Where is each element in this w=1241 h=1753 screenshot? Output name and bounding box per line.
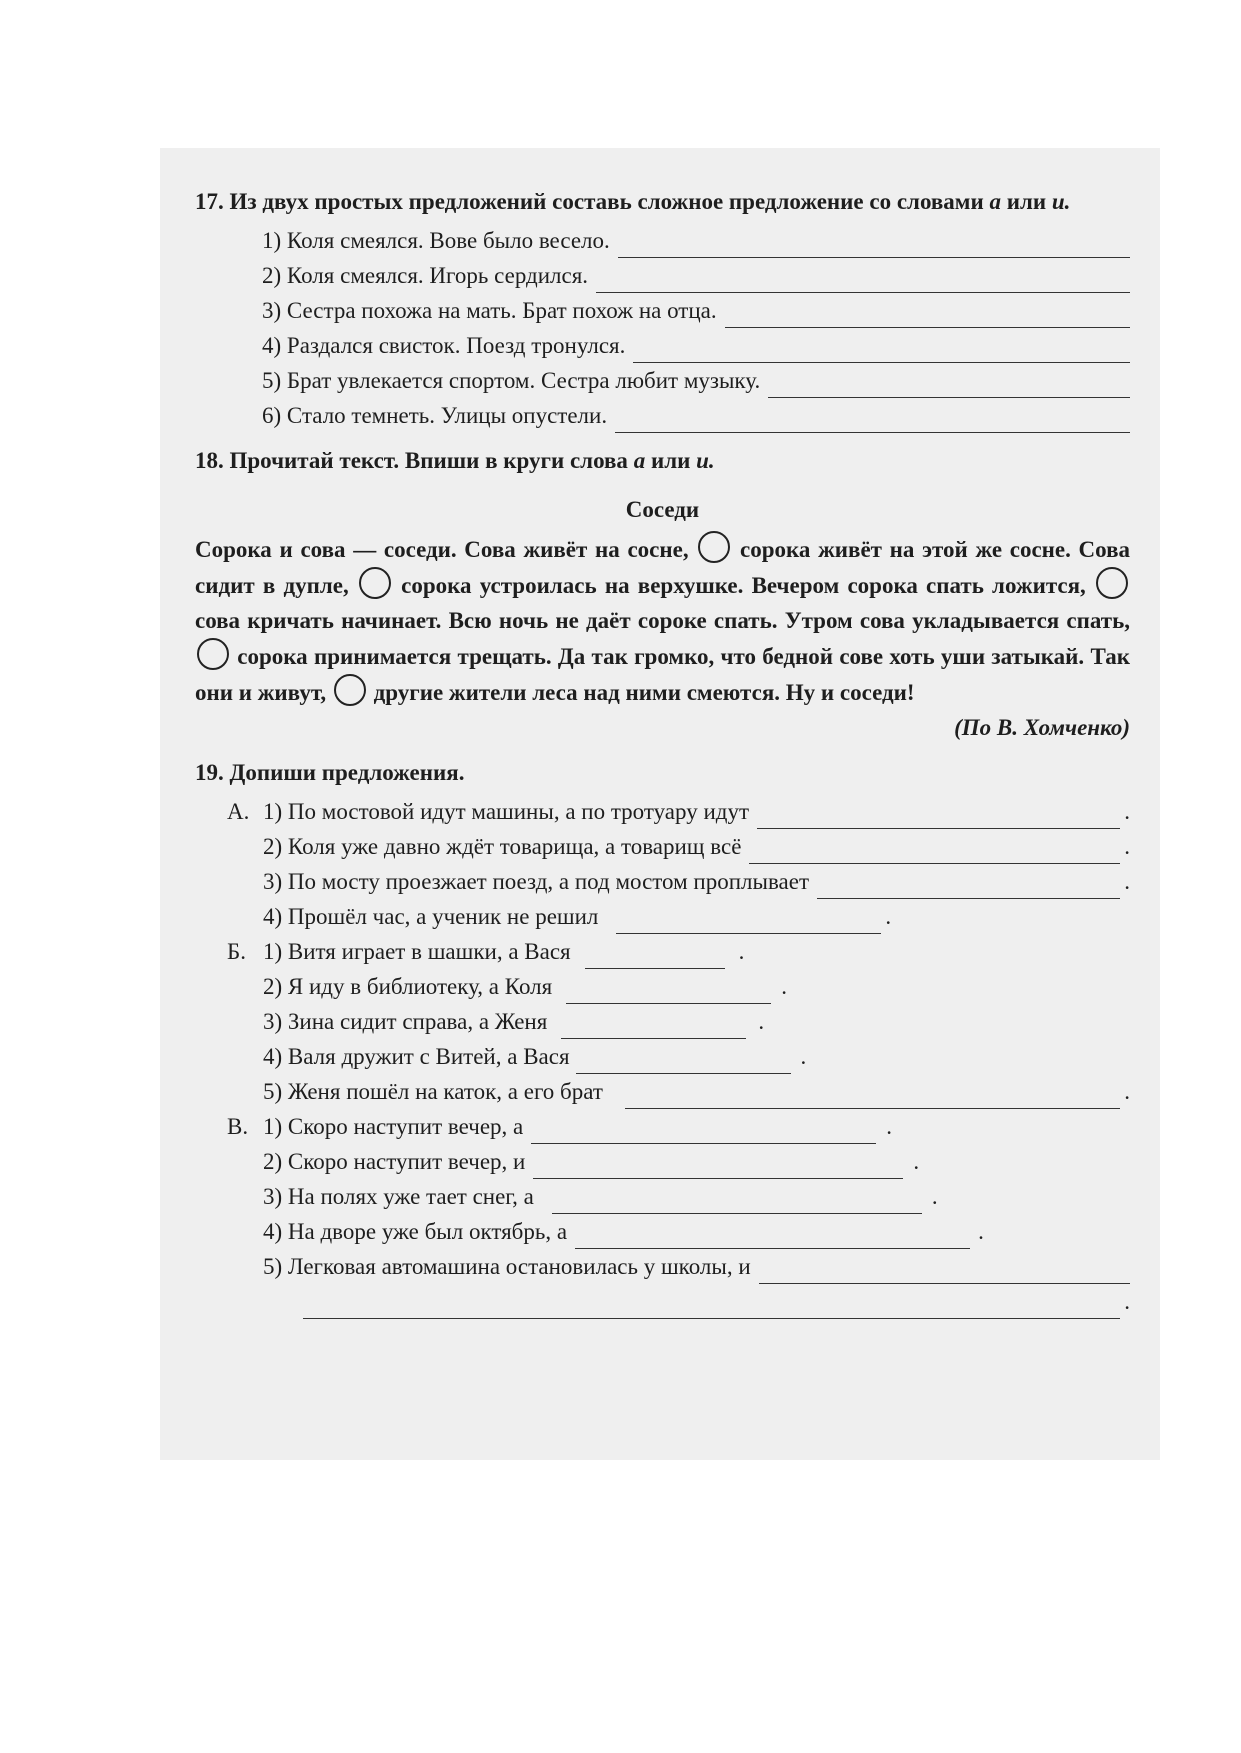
answer-circle[interactable] [1096,567,1128,599]
list-item: 5) Легковая автомашина остановилась у школы, и [227,1249,1130,1284]
answer-line[interactable] [633,340,1130,363]
task-18-header: 18. Прочитай текст. Впиши в круги слова а или и. [195,448,715,473]
story-author: (По В. Хомченко) [954,715,1130,740]
story-text: Сорока и сова — соседи. Сова живёт на сосне, сорока живёт на этой же сосне. Сова сидит в дупле, сорока устроилась на верхушке. Вечером сорока спать ложится, сова кричать начинает. Всю ночь не даёт сороке спать. Утром сова укладывается спать, сорока принимается трещать. Да так громко, что бедной сове хоть уши затыкай. Так они и живут, другие жители леса над ними смеются. Ну и соседи! [195,531,1130,710]
task-number: 17. [195,189,224,214]
task-19-group-b [195,934,1130,1109]
answer-circle[interactable] [197,638,229,670]
answer-line[interactable] [566,981,771,1004]
list-item: Б. 1) Витя играет в шашки, а Вася . [227,934,1130,969]
task-prompt: Прочитай текст. Впиши в круги слова [229,448,628,473]
list-item: 2) Скоро наступит вечер, и . [227,1144,1130,1179]
answer-line[interactable] [552,1191,922,1214]
answer-line[interactable] [531,1121,876,1144]
answer-line[interactable] [768,375,1130,398]
list-item: 4) На дворе уже был октябрь, а . [227,1214,1130,1249]
list-item: 5) Брат увлекается спортом. Сестра любит музыку. [262,363,1130,398]
answer-line[interactable] [757,806,1120,829]
list-item: . [227,1284,1130,1319]
list-item: 2) Коля смеялся. Игорь сердился. [262,258,1130,293]
task-19-header [195,755,1130,790]
story-title: Соседи [625,497,700,522]
task-19-group-v [195,1109,1130,1319]
task-prompt: Допиши предложения. [229,760,465,785]
list-item: 3) Сестра похожа на мать. Брат похож на отца. [262,293,1130,328]
task-17-items [195,223,1130,433]
task-17-header: 17. Из двух простых предложений составь сложное предложение со словами а или и. [195,189,1071,214]
list-item: 3) По мосту проезжает поезд, а под мостом проплывает . [227,864,1130,899]
answer-line[interactable] [303,1296,1120,1319]
answer-line[interactable] [561,1016,746,1039]
answer-line[interactable] [585,946,725,969]
answer-line[interactable] [616,911,881,934]
list-item: 2) Я иду в библиотеку, а Коля . [227,969,1130,1004]
answer-circle[interactable] [334,674,366,706]
answer-line[interactable] [725,305,1130,328]
list-item: 2) Коля уже давно ждёт товарища, а товарищ всё . [227,829,1130,864]
list-item: 4) Валя дружит с Витей, а Вася . [227,1039,1130,1074]
answer-line[interactable] [615,410,1130,433]
list-item: А. 1) По мостовой идут машины, а по тротуару идут . [227,794,1130,829]
list-item: В. 1) Скоро наступит вечер, а . [227,1109,1130,1144]
list-item: 3) На полях уже тает снег, а . [227,1179,1130,1214]
worksheet [195,184,1130,1319]
list-item: 1) Коля смеялся. Вове было весело. [262,223,1130,258]
task-number: 18. [195,448,224,473]
answer-line[interactable] [618,235,1130,258]
answer-line[interactable] [625,1086,1120,1109]
answer-line[interactable] [596,270,1130,293]
task-prompt: Из двух простых предложений составь сложное предложение со словами [229,189,984,214]
answer-line[interactable] [575,1226,970,1249]
task-19-group-a [195,794,1130,934]
list-item: 4) Раздался свисток. Поезд тронулся. [262,328,1130,363]
answer-line[interactable] [749,841,1120,864]
answer-line[interactable] [533,1156,903,1179]
answer-circle[interactable] [698,531,730,563]
answer-line[interactable] [576,1051,791,1074]
answer-line[interactable] [759,1261,1130,1284]
list-item: 4) Прошёл час, а ученик не решил . [227,899,1130,934]
answer-circle[interactable] [359,567,391,599]
task-number: 19. [195,760,224,785]
answer-line[interactable] [817,876,1120,899]
list-item: 6) Стало темнеть. Улицы опустели. [262,398,1130,433]
list-item: 5) Женя пошёл на каток, а его брат . [227,1074,1130,1109]
list-item: 3) Зина сидит справа, а Женя . [227,1004,1130,1039]
